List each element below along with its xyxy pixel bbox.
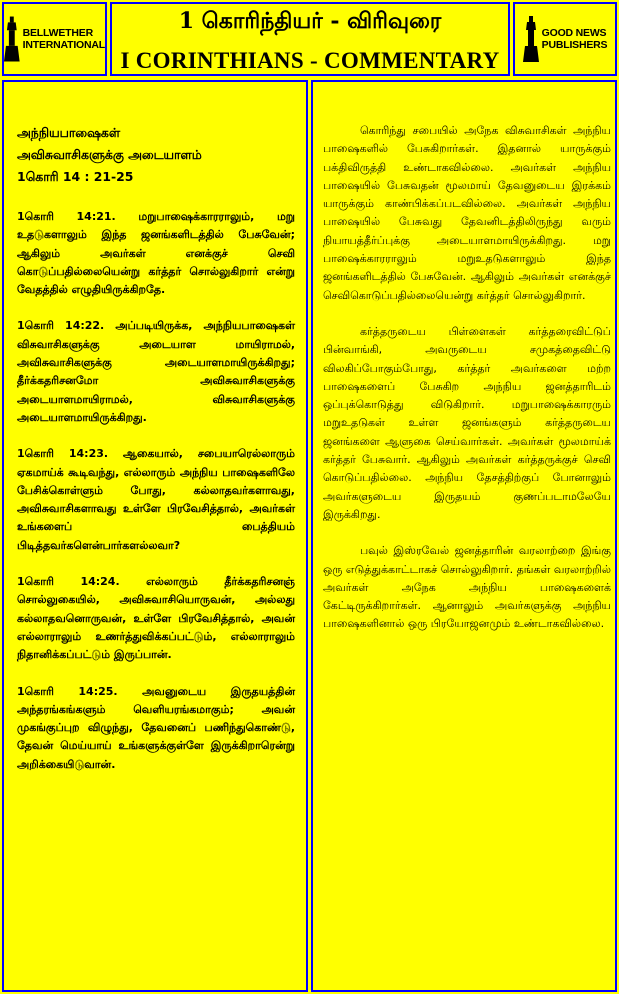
bellwether-logo-line1: BELLWETHER [22, 27, 93, 39]
bellwether-logo [4, 4, 105, 74]
good-news-logo-line2: PUBLISHERS [541, 39, 608, 51]
commentary-paragraph: கொரிந்து சபையில் அநேக விசுவாசிகள் அந்நிய பாஷைகளில் பேசுகிறார்கள். இதனால் யாருக்கும் பக்திவிருத்தி உண்டாகவில்லை. அவர்கள் அந்நிய பாஷையில் பேசுவதன் மூலமாய் தேவனுடைய இரக்கம் யாருக்கும் காண்பிக்கப்படவில்லை. அவர்கள் அந்நிய பாஷையில் பேசுவது தேவனிடத்திலிருந்து வரும் நியாயத்தீர்ப்புக்கு அடையாளமாயிருக்கிறது. மறு பாஷைக்காரராலும் மறுஉதடுகளாலும் இந்த ஜனங்களிடத்தில் பேசுவேன். ஆகிலும் அவர்கள் எனக்குச் செவிகொடுப்பதில்லையென்று கர்த்தர் சொல்லுகிறார். [323, 124, 611, 302]
scripture-column [2, 80, 308, 992]
heading-line: அந்நியபாஷைகள் [17, 125, 120, 140]
commentary-content [323, 122, 611, 652]
good-news-logo-text [542, 27, 608, 51]
verse-14-24: 1கொரி 14:24. எல்லாரும் தீர்க்கதரிசனஞ் சொல்லுகையில், அவிசுவாசியொருவன், அல்லது கல்லாதவனொருவன், உள்ளே பிரவேசித்தால், அவன் எல்லாராலும் உணர்த்துவிக்கப்பட்டும், எல்லாராலும் நிதானிக்கப்பட்டும் இருப்பான். [17, 575, 295, 662]
tower-icon [4, 16, 20, 62]
verse-14-25: 1கொரி 14:25. அவனுடைய இருதயத்தின் அந்தரங்கங்களும் வெளியரங்கமாகும்; அவன் முகங்குப்புற விழுந்து, தேவனைப் பணிந்துகொண்டு, தேவன் மெய்யாய் உங்களுக்குள்ளே இருக்கிறாரென்று அறிக்கையிடுவான். [17, 684, 295, 771]
scripture-content [17, 122, 295, 792]
title-english: I CORINTHIANS - COMMENTARY [120, 48, 500, 73]
section-heading [17, 122, 295, 188]
heading-reference: 1கொரி 14 : 21-25 [17, 169, 134, 184]
verse-14-22: 1கொரி 14:22. அப்படியிருக்க, அந்நியபாஷைகள் விசுவாசிகளுக்கு அடையாள மாயிராமல், அவிசுவாசிகளுக்கு அடையாளமாயிருக்கிறது; தீர்க்கதரிசனமோ அவிசுவாசிகளுக்கு அடையாளமாயிராமல், விசுவாசிகளுக்கு அடையாளமாயிருக்கிறது. [17, 319, 295, 424]
good-news-logo-line1: GOOD NEWS [541, 27, 607, 39]
heading-line: அவிசுவாசிகளுக்கு அடையாளம் [17, 147, 202, 162]
good-news-logo-box [513, 2, 617, 76]
good-news-logo [515, 4, 615, 74]
verse-14-21: 1கொரி 14:21. மறுபாஷைக்காரராலும், மறு உதடுகளாலும் இந்த ஜனங்களிடத்தில் பேசுவேன்; ஆகிலும் அவர்கள் எனக்குச் செவி கொடுப்பதில்லையென்று கர்த்தர் சொல்லுகிறார் என்று வேதத்தில் எழுதியிருக்கிறதே. [17, 210, 295, 297]
verse-14-23: 1கொரி 14:23. ஆகையால், சபையாரெல்லாரும் ஏகமாய்க் கூடிவந்து, எல்லாரும் அந்நிய பாஷைகளிலே பேசிக்கொள்ளும் போது, கல்லாதவர்களாவது, அவிசுவாசிகளாவது உள்ளே பிரவேசித்தால், அவர்கள் உங்களைப் பைத்தியம் பிடித்தவர்களென்பார்களல்லவா? [17, 447, 295, 552]
bellwether-logo-line2: INTERNATIONAL [22, 39, 105, 51]
commentary-paragraph: கர்த்தருடைய பிள்ளைகள் கர்த்தரைவிட்டுப் பின்வாங்கி, அவருடைய சமுகத்தைவிட்டு விலகிப்போகும்போது, கர்த்தர் அவர்களை மற்ற பாஷைகளைப் பேசுகிற அந்நிய ஜனத்தாரிடம் ஒப்புக்கொடுத்து விடுகிறார். மறுபாஷைக்காரரும் மறுஉதடுகள் உள்ள ஜனங்களும் கர்த்தருடைய ஜனங்களை ஆளுகை செய்வார்கள். அவர்கள் மூலமாய்க் கர்த்தர் பேசுவார். ஆகிலும் அவர்கள் கர்த்தருக்குச் செவி கொடுப்பதில்லை. அந்நிய தேசத்திற்குப் போனாலும் அவர்களுடைய இருதயம் குணப்படாமலேயே இருக்கிறது. [323, 324, 611, 521]
tower-icon [523, 16, 539, 62]
bellwether-logo-box [2, 2, 107, 76]
title-box [110, 2, 510, 76]
title-tamil: 1 கொரிந்தியர் - விரிவுரை [178, 8, 442, 34]
bellwether-logo-text [23, 27, 105, 51]
commentary-paragraph: பவுல் இஸ்ரவேல் ஜனத்தாரின் வரலாற்றை இங்கு ஒரு எடுத்துக்காட்டாகச் சொல்லுகிறார். தங்கள் வரலாற்றில் அவர்கள் அநேக அந்நிய பாஷைகளைக் கேட்டிருக்கிறார்கள். ஆனாலும் அவர்களுக்கு அந்நிய பாஷைகளினால் ஒரு பிரயோஜனமும் உண்டாகவில்லை. [323, 544, 611, 631]
commentary-column [311, 80, 617, 992]
